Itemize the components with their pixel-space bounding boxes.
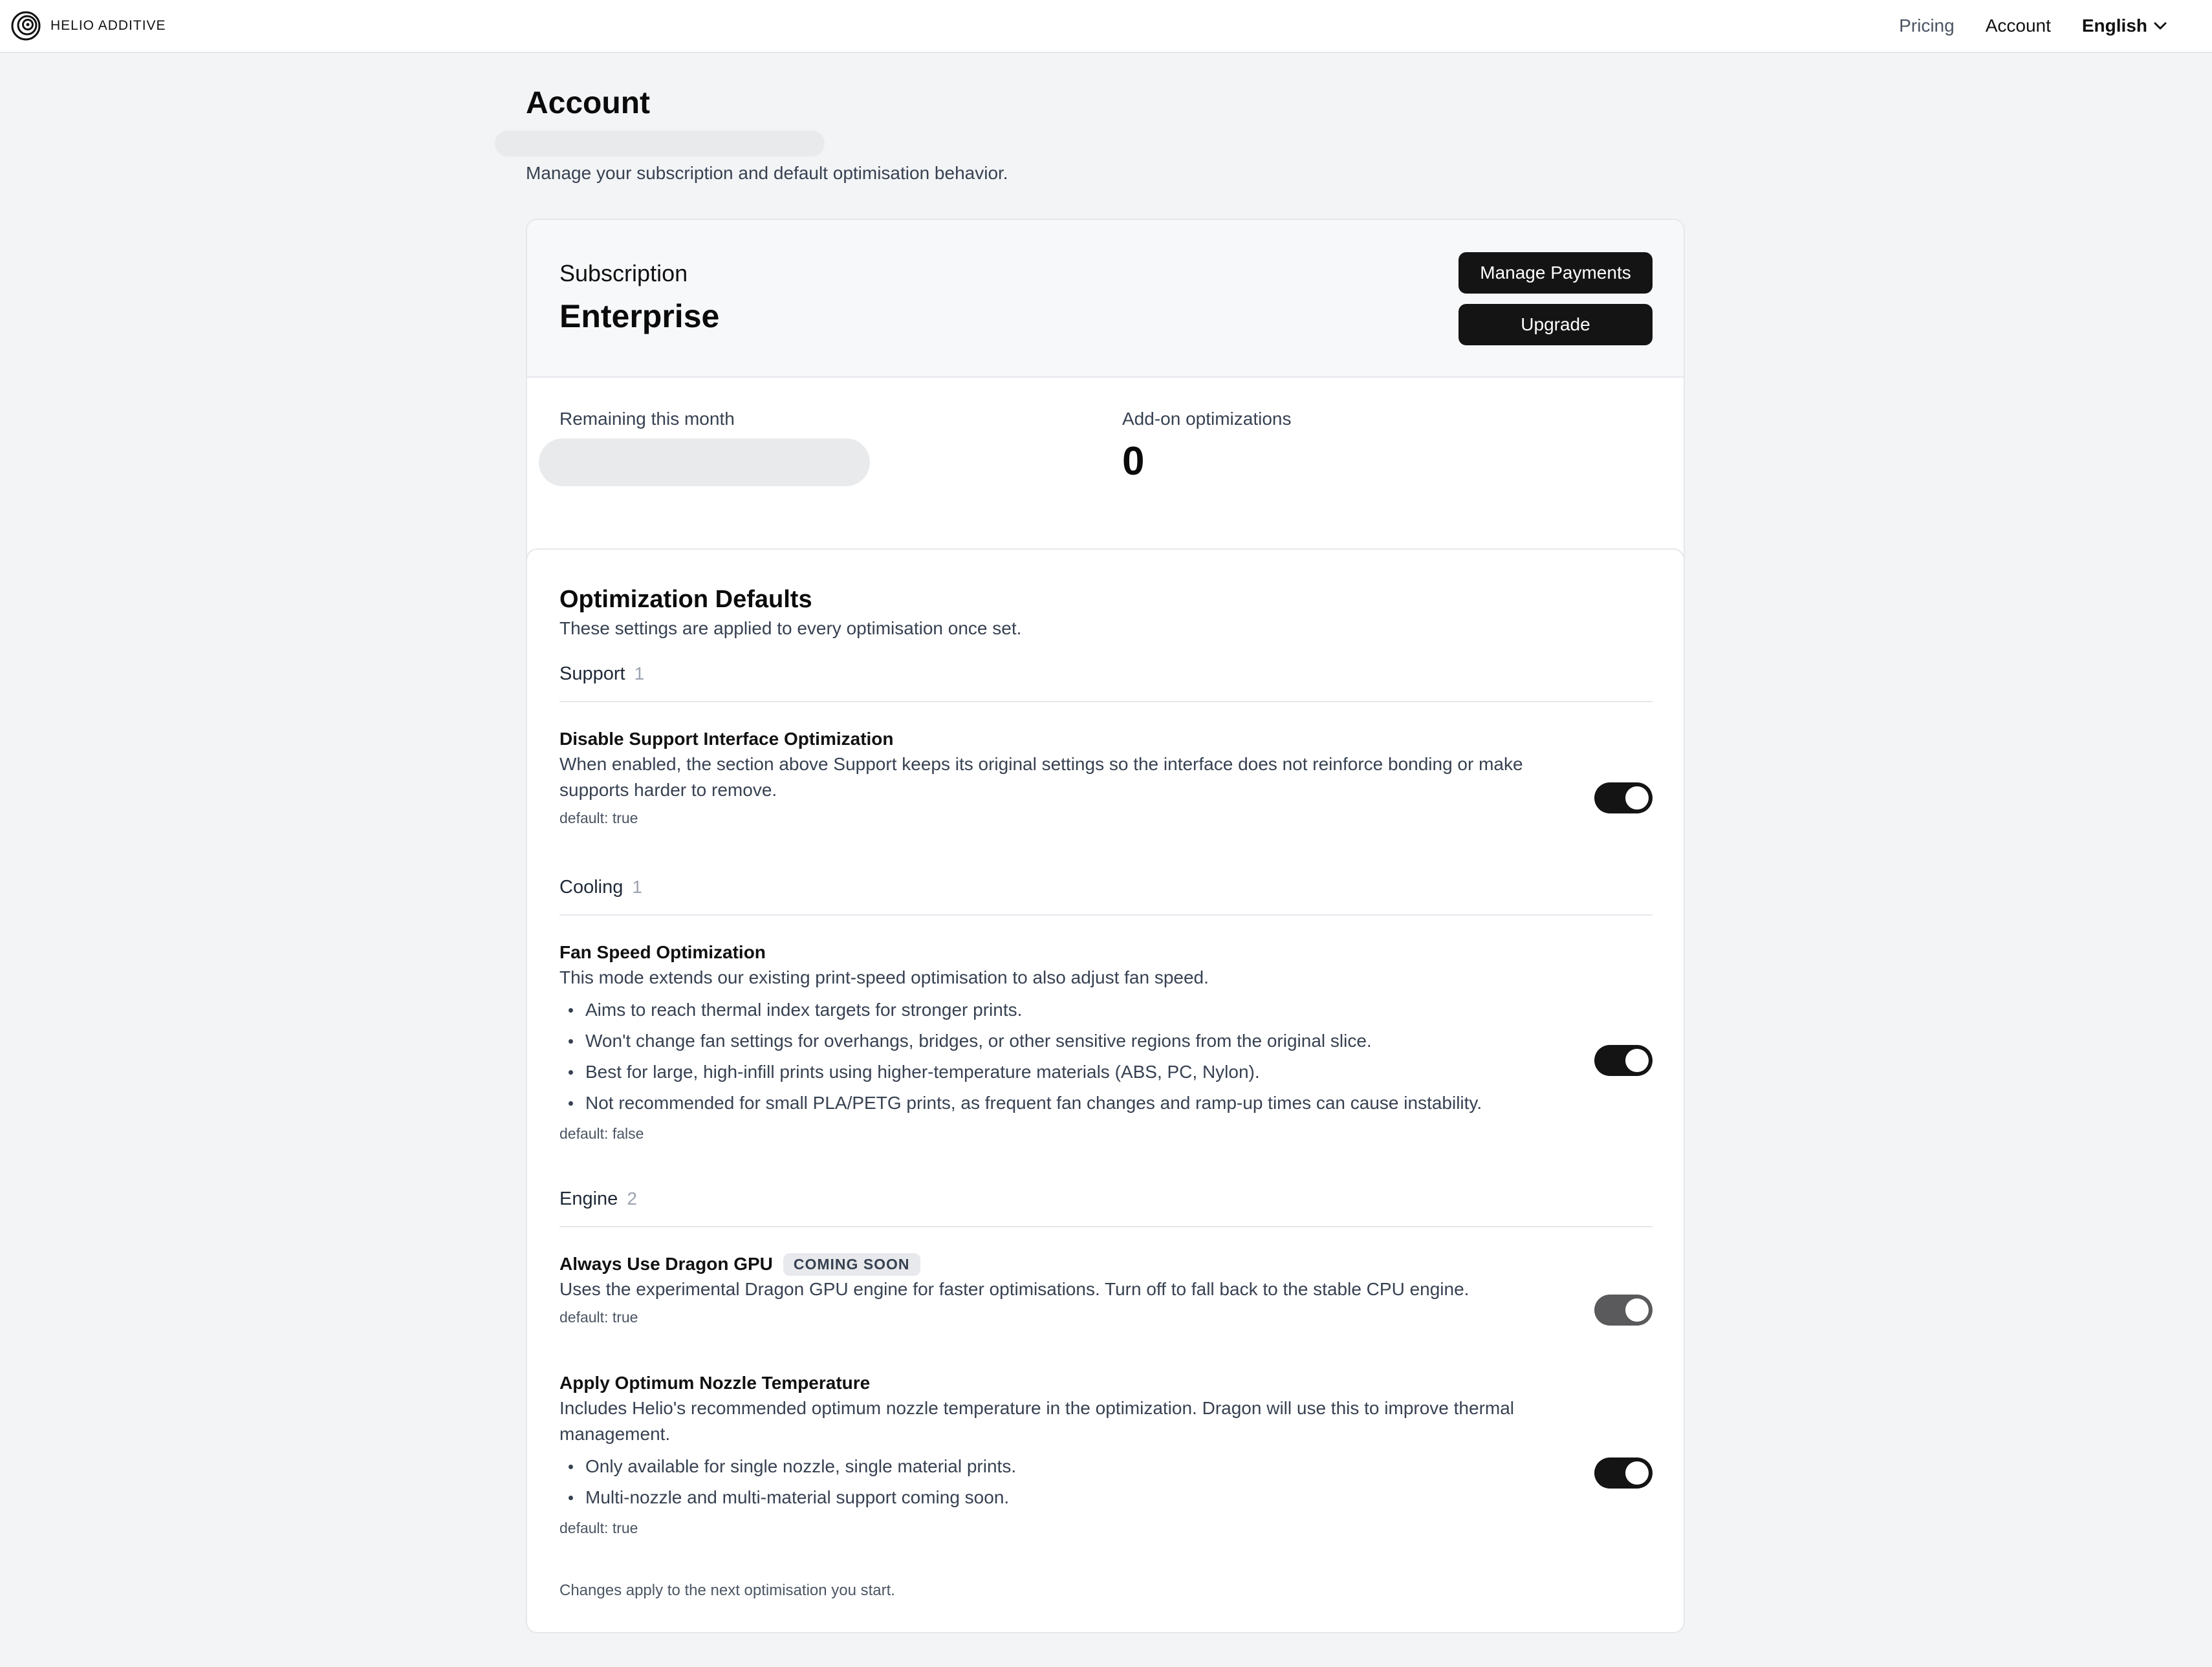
setting-name-row	[559, 1252, 1568, 1276]
upgrade-button[interactable]: Upgrade	[1458, 304, 1653, 345]
setting-name: Always Use Dragon GPU	[559, 1254, 773, 1274]
loading-skeleton-remaining	[539, 438, 870, 486]
toggle-knob	[1625, 1298, 1649, 1322]
bullet-item: Multi-nozzle and multi-material support coming soon.	[559, 1482, 1568, 1513]
optimization-defaults-footer: Changes apply to the next optimisation you start.	[559, 1582, 895, 1599]
chevron-down-icon	[2154, 21, 2167, 30]
setting-name: Disable Support Interface Optimization	[559, 729, 894, 749]
optimization-defaults-title: Optimization Defaults	[559, 586, 812, 613]
setting-default: default: true	[559, 810, 638, 826]
setting-description: Uses the experimental Dragon GPU engine for faster optimisations. Turn off to fall back to the stable CPU engine.	[559, 1279, 1469, 1299]
subscription-label: Subscription	[559, 260, 688, 286]
setting-default: default: true	[559, 1520, 638, 1536]
toggle-fan-speed-optimization[interactable]	[1594, 1045, 1653, 1076]
setting-apply-optimum-nozzle-temperature	[559, 1371, 1568, 1537]
section-name: Engine	[559, 1188, 618, 1209]
section-count: 2	[627, 1188, 637, 1209]
page-title: Account	[526, 86, 650, 120]
page-subtitle: Manage your subscription and default optimisation behavior.	[526, 163, 1008, 183]
subscription-card	[526, 219, 1685, 570]
setting-name: Fan Speed Optimization	[559, 942, 766, 962]
toggle-knob	[1625, 1049, 1649, 1072]
setting-description: Includes Helio's recommended optimum nozzle temperature in the optimization. Dragon will use this to improve thermal management.	[559, 1398, 1515, 1444]
toggle-knob	[1625, 786, 1649, 810]
bullet-item: Not recommended for small PLA/PETG prints, as frequent fan changes and ramp-up times can cause instability.	[559, 1088, 1568, 1119]
setting-default: default: true	[559, 1309, 638, 1326]
section-header-support	[559, 663, 1653, 702]
addon-value: 0	[1122, 439, 1145, 484]
toggle-apply-optimum-nozzle-temperature[interactable]	[1594, 1457, 1653, 1489]
section-header-cooling	[559, 877, 1653, 916]
loading-skeleton-email	[495, 131, 825, 156]
remaining-label: Remaining this month	[559, 409, 735, 429]
toggle-always-use-dragon-gpu[interactable]	[1594, 1295, 1653, 1326]
subscription-header	[527, 220, 1684, 378]
subscription-plan: Enterprise	[559, 298, 720, 334]
main-nav	[1899, 16, 2167, 36]
section-header-engine	[559, 1188, 1653, 1227]
setting-bullets	[559, 995, 1568, 1119]
language-selector[interactable]	[2082, 16, 2167, 36]
section-name: Cooling	[559, 877, 623, 898]
spiral-logo-icon	[10, 10, 41, 41]
setting-bullets	[559, 1451, 1568, 1513]
addon-label: Add-on optimizations	[1122, 409, 1292, 429]
setting-description: When enabled, the section above Support keeps its original settings so the interface does not reinforce bonding or make supports harder to remove.	[559, 754, 1523, 800]
toggle-disable-support-interface[interactable]	[1594, 782, 1653, 813]
section-count: 1	[634, 663, 645, 683]
bullet-item: Won't change fan settings for overhangs, bridges, or other sensitive regions from the original slice.	[559, 1026, 1568, 1057]
setting-fan-speed-optimization	[559, 940, 1568, 1143]
brand[interactable]	[10, 10, 166, 41]
bullet-item: Best for large, high-infill prints using higher-temperature materials (ABS, PC, Nylon).	[559, 1057, 1568, 1088]
bullet-item: Only available for single nozzle, single material prints.	[559, 1451, 1568, 1482]
top-navigation-bar	[0, 0, 2212, 53]
nav-pricing[interactable]: Pricing	[1899, 16, 1955, 36]
setting-disable-support-interface	[559, 727, 1568, 827]
toggle-knob	[1625, 1461, 1649, 1485]
setting-default: default: false	[559, 1125, 644, 1142]
language-label: English	[2081, 16, 2147, 36]
section-count: 1	[632, 877, 642, 897]
optimization-defaults-description: These settings are applied to every optimisation once set.	[559, 618, 1022, 638]
section-name: Support	[559, 663, 625, 684]
setting-description: This mode extends our existing print-speed optimisation to also adjust fan speed.	[559, 967, 1209, 987]
manage-payments-button[interactable]: Manage Payments	[1458, 252, 1653, 294]
brand-name: HELIO ADDITIVE	[50, 18, 166, 33]
optimization-defaults-card	[526, 548, 1685, 1633]
setting-always-use-dragon-gpu	[559, 1252, 1568, 1326]
setting-name: Apply Optimum Nozzle Temperature	[559, 1373, 871, 1393]
bullet-item: Aims to reach thermal index targets for stronger prints.	[559, 995, 1568, 1026]
coming-soon-badge: COMING SOON	[783, 1253, 920, 1276]
nav-account[interactable]: Account	[1985, 16, 2051, 36]
